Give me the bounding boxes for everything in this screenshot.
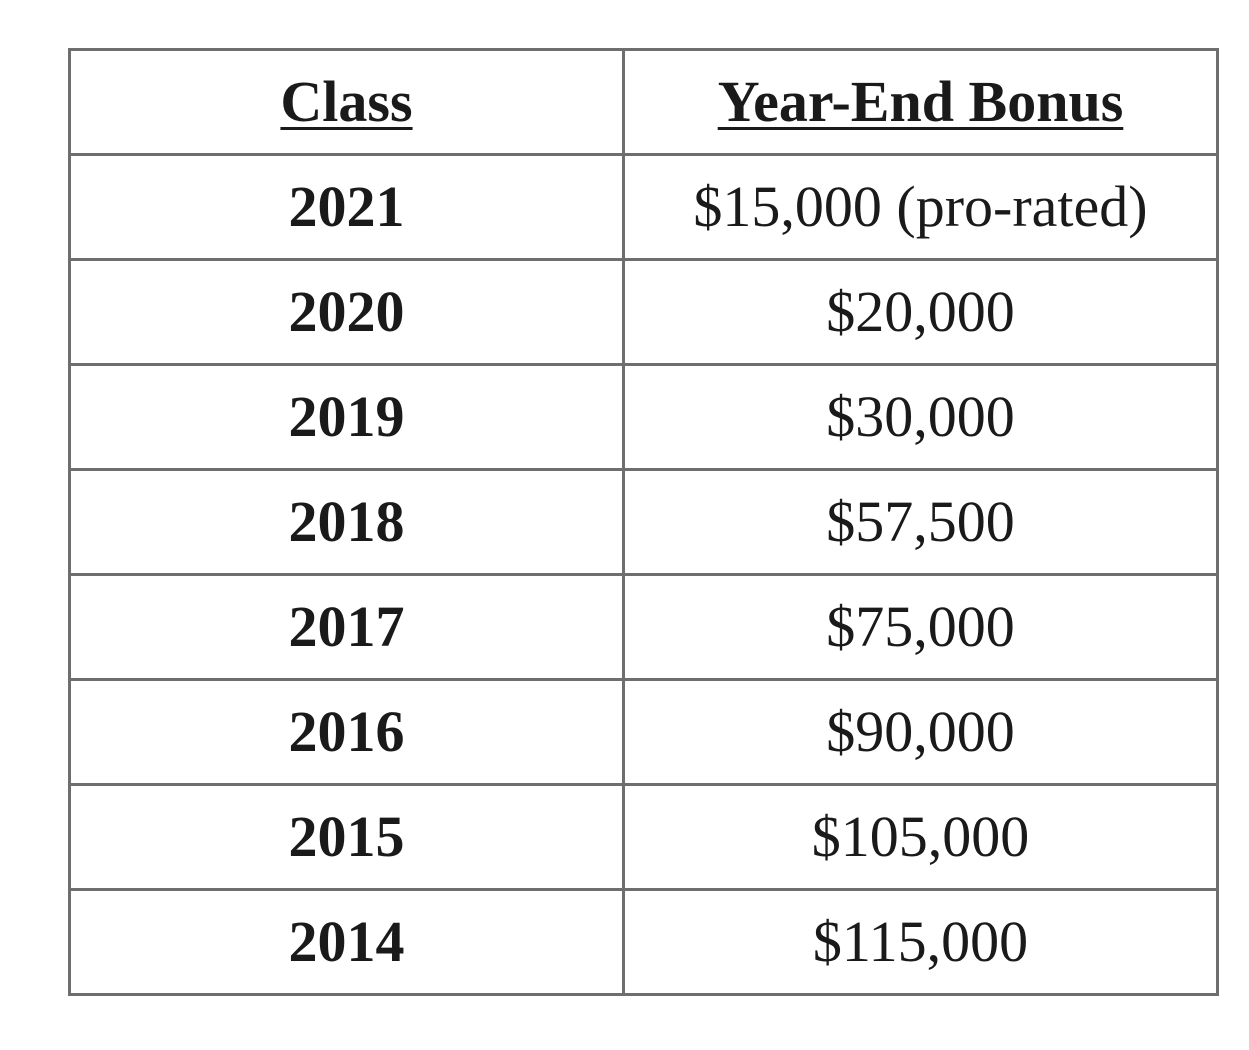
table-row xyxy=(70,155,1218,260)
class-cell: 2016 xyxy=(70,680,624,785)
bonus-cell: $75,000 xyxy=(624,575,1218,680)
bonus-header-label: Year-End Bonus xyxy=(717,69,1124,134)
bonus-cell: $57,500 xyxy=(624,470,1218,575)
class-cell: 2019 xyxy=(70,365,624,470)
table-row xyxy=(70,890,1218,995)
bonus-cell: $105,000 xyxy=(624,785,1218,890)
class-cell: 2017 xyxy=(70,575,624,680)
class-cell: 2018 xyxy=(70,470,624,575)
bonus-cell: $90,000 xyxy=(624,680,1218,785)
class-header-label: Class xyxy=(280,69,413,134)
table-row xyxy=(70,575,1218,680)
table-row xyxy=(70,680,1218,785)
class-cell: 2014 xyxy=(70,890,624,995)
class-cell: 2015 xyxy=(70,785,624,890)
bonus-cell: $30,000 xyxy=(624,365,1218,470)
bonus-cell: $20,000 xyxy=(624,260,1218,365)
class-cell: 2020 xyxy=(70,260,624,365)
table-row xyxy=(70,785,1218,890)
table-row xyxy=(70,365,1218,470)
table-body xyxy=(70,155,1218,995)
table-header xyxy=(70,50,1218,155)
bonus-cell: $15,000 (pro-rated) xyxy=(624,155,1218,260)
class-cell: 2021 xyxy=(70,155,624,260)
table-row xyxy=(70,260,1218,365)
bonus-column-header xyxy=(624,50,1218,155)
class-column-header xyxy=(70,50,624,155)
table-row xyxy=(70,470,1218,575)
bonus-table xyxy=(68,48,1219,996)
header-row xyxy=(70,50,1218,155)
bonus-cell: $115,000 xyxy=(624,890,1218,995)
